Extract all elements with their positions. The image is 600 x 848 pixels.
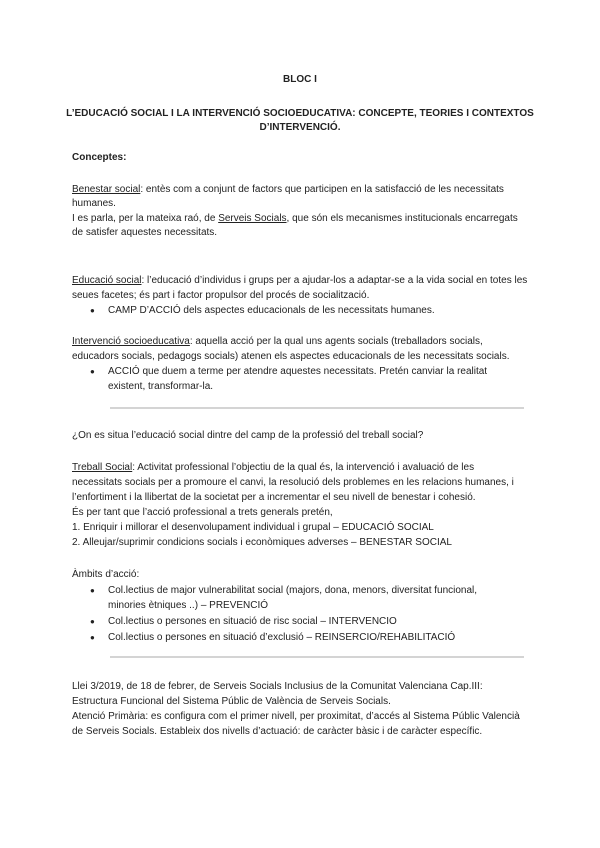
bullet-icon: ● <box>90 633 95 642</box>
benestar-line-4: de satisfer aquestes necessitats. <box>72 227 218 238</box>
benestar-line-1 <box>72 183 504 197</box>
title-line-1: L’EDUCACIÓ SOCIAL I LA INTERVENCIÓ SOCIOEDUCATIVA: CONCEPTE, TEORIES I CONTEXTOS <box>66 108 534 119</box>
treball-line-3: l’enfortiment i la llibertat de la societat per a incrementar el seu nivell de benestar i cohesió. <box>72 492 476 503</box>
intervencio-line-2: educadors socials, pedagogs socials) atenen els aspectes educacionals de les necessitats socials. <box>72 351 510 362</box>
divider <box>110 656 524 658</box>
benestar-line-2: humanes. <box>72 198 116 209</box>
educacio-line-1 <box>72 274 527 288</box>
treball-line-5: 1. Enriquir i millorar el desenvolupament individual i grupal – EDUCACIÓ SOCIAL <box>72 522 434 533</box>
ambits-bullet-2: Col.lectius o persones en situació de risc social – INTERVENCIO <box>108 616 397 627</box>
conceptes-label: Conceptes: <box>72 152 127 163</box>
bullet-icon: ● <box>90 586 95 595</box>
intervencio-bullet-1: ACCIÓ que duem a terme per atendre aquestes necessitats. Pretén canviar la realitat <box>108 366 488 377</box>
educacio-line-2: seues facetes; és part i factor propulsor del procés de socialització. <box>72 290 370 301</box>
benestar-term: Benestar social <box>72 184 141 195</box>
ambits-bullet-1a: Col.lectius de major vulnerabilitat social (majors, dona, menors, diversitat funcional, <box>108 585 478 596</box>
bullet-icon: ● <box>90 617 95 626</box>
ambits-bullet-3: Col.lectius o persones en situació d’exclusió – REINSERCIO/REHABILITACIÓ <box>108 632 456 643</box>
title-line-2: D’INTERVENCIÓ. <box>259 122 341 133</box>
educacio-text-1: : l’educació d’individus i grups per a ajudar-los a adaptar-se a la vida social en totes les <box>141 275 528 286</box>
benestar-line-3 <box>72 212 518 226</box>
bullet-icon: ● <box>90 367 95 376</box>
intervencio-term: Intervenció socioeducativa <box>72 336 190 347</box>
intervencio-text-1: : aquella acció per la qual uns agents socials (treballadors socials, <box>189 336 483 347</box>
llei-line-4: de Serveis Socials. Estableix dos nivells d’actuació: de caràcter bàsic i de caràcter específic. <box>72 726 483 737</box>
intervencio-bullet-2: existent, transformar-la. <box>108 381 214 392</box>
treball-text-1: : Activitat professional l’objectiu de la qual és, la intervenció i avaluació de les <box>132 462 475 473</box>
educacio-term: Educació social <box>72 275 142 286</box>
treball-question: ¿On es situa l’educació social dintre del camp de la professió del treball social? <box>72 430 424 441</box>
benestar-text-1: : entès com a conjunt de factors que participen en la satisfacció de les necessitats <box>140 184 504 195</box>
intervencio-line-1 <box>72 335 483 349</box>
treball-line-6: 2. Alleujar/suprimir condicions socials i econòmiques adverses – BENESTAR SOCIAL <box>72 537 452 548</box>
llei-line-3: Atenció Primària: es configura com el primer nivell, per proximitat, d’accés al Sistema Públic Valencià <box>72 711 520 722</box>
llei-line-1: Llei 3/2019, de 18 de febrer, de Serveis Socials Inclusius de la Comunitat Valenciana Cap.III: <box>72 681 483 692</box>
educacio-bullet: CAMP D’ACCIÓ dels aspectes educacionals de les necessitats humanes. <box>108 305 435 316</box>
serveis-socials-term: Serveis Socials <box>218 213 287 224</box>
divider <box>110 407 524 409</box>
llei-line-2: Estructura Funcional del Sistema Públic de València de Serveis Socials. <box>72 696 391 707</box>
treball-line-1 <box>72 461 474 475</box>
ambits-bullet-1b: minories ètniques ..) – PREVENCIÓ <box>108 600 269 611</box>
treball-line-4: És per tant que l’acció professional a trets generals pretén, <box>72 507 333 518</box>
ambits-label: Àmbits d’acció: <box>72 569 140 580</box>
benestar-text-3a: I es parla, per la mateixa raó, de <box>72 213 219 224</box>
treball-term: Treball Social <box>72 462 133 473</box>
treball-line-2: necessitats socials per a promoure el canvi, la resolució dels problemes en les relacions humanes, i <box>72 477 514 488</box>
benestar-text-3b: , que són els mecanismes institucionals encarregats <box>286 213 518 224</box>
bullet-icon: ● <box>90 306 95 315</box>
bloc-heading: BLOC I <box>283 74 317 85</box>
